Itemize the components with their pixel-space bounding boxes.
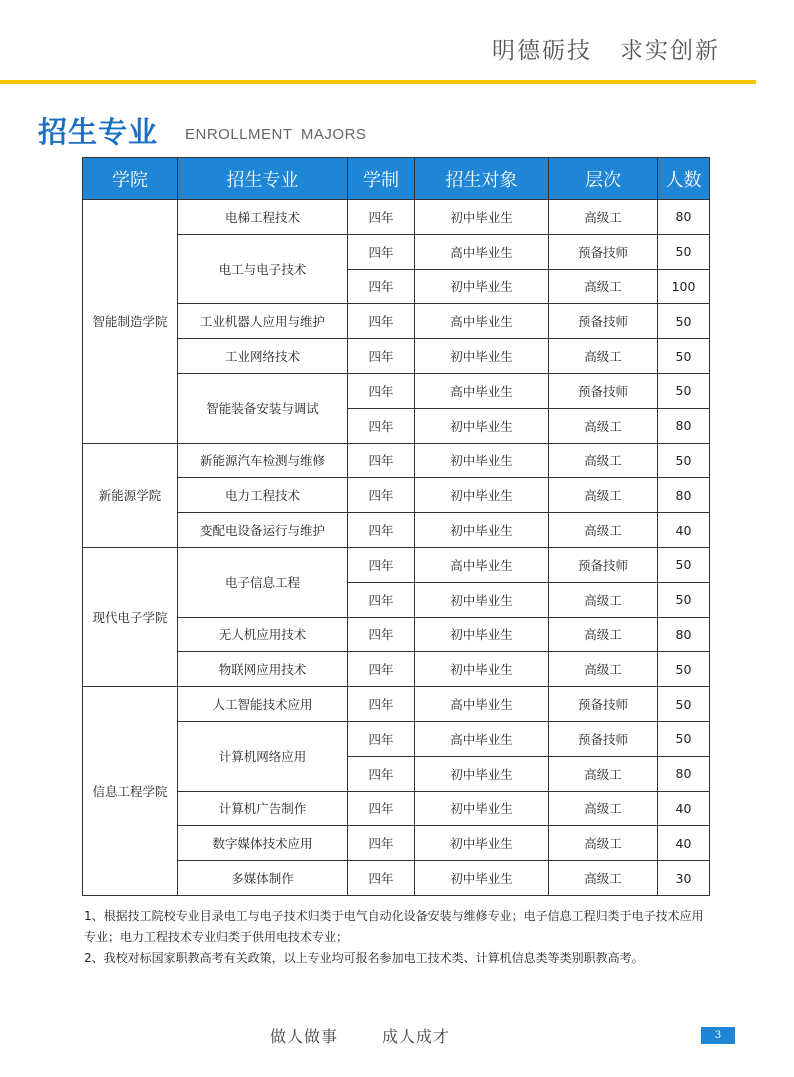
duration-cell: 四年: [348, 861, 415, 896]
section-title: 招生专业: [38, 115, 159, 149]
count-cell: 80: [658, 478, 710, 513]
count-cell: 30: [658, 861, 710, 896]
table-header-row: [83, 158, 710, 200]
duration-cell: 四年: [348, 826, 415, 861]
count-cell: 50: [658, 582, 710, 617]
count-cell: 40: [658, 791, 710, 826]
target-cell: 初中毕业生: [415, 339, 549, 374]
major-cell: 多媒体制作: [178, 861, 348, 896]
count-cell: 50: [658, 304, 710, 339]
note-2: 2、我校对标国家职教高考有关政策，以上专业均可报名参加电工技术类、计算机信息类等类别职教高考。: [84, 951, 644, 965]
count-cell: 100: [658, 269, 710, 304]
level-cell: 预备技师: [549, 373, 658, 408]
page-number: 3: [701, 1027, 735, 1044]
count-cell: 50: [658, 687, 710, 722]
count-cell: 50: [658, 373, 710, 408]
count-cell: 50: [658, 547, 710, 582]
level-cell: 预备技师: [549, 687, 658, 722]
level-cell: 高级工: [549, 200, 658, 235]
table-notes: [84, 906, 714, 969]
duration-cell: 四年: [348, 373, 415, 408]
table-row: [83, 617, 710, 652]
target-cell: 初中毕业生: [415, 269, 549, 304]
header-target: 招生对象: [415, 158, 549, 200]
table-row: [83, 304, 710, 339]
header-motto-left: 明德砺技: [492, 38, 592, 64]
target-cell: 初中毕业生: [415, 408, 549, 443]
target-cell: 初中毕业生: [415, 826, 549, 861]
target-cell: 初中毕业生: [415, 861, 549, 896]
level-cell: 高级工: [549, 791, 658, 826]
college-cell: 新能源学院: [83, 443, 178, 547]
target-cell: 初中毕业生: [415, 513, 549, 548]
enrollment-majors-table: [82, 157, 710, 896]
table-row: [83, 513, 710, 548]
duration-cell: 四年: [348, 721, 415, 756]
count-cell: 80: [658, 408, 710, 443]
level-cell: 高级工: [549, 408, 658, 443]
table-row: [83, 200, 710, 235]
duration-cell: 四年: [348, 791, 415, 826]
target-cell: 高中毕业生: [415, 721, 549, 756]
level-cell: 高级工: [549, 826, 658, 861]
header-divider: [0, 80, 756, 84]
major-cell: 变配电设备运行与维护: [178, 513, 348, 548]
target-cell: 初中毕业生: [415, 617, 549, 652]
header-major: 招生专业: [178, 158, 348, 200]
duration-cell: 四年: [348, 547, 415, 582]
table-row: [83, 478, 710, 513]
footer-motto-right: 成人成才: [382, 1027, 451, 1046]
target-cell: 初中毕业生: [415, 582, 549, 617]
footer-motto: [270, 1024, 450, 1047]
table-row: [83, 234, 710, 269]
count-cell: 50: [658, 339, 710, 374]
level-cell: 预备技师: [549, 304, 658, 339]
table-row: [83, 826, 710, 861]
header-motto-right: 求实创新: [620, 38, 720, 64]
target-cell: 高中毕业生: [415, 373, 549, 408]
count-cell: 40: [658, 826, 710, 861]
major-cell: 电梯工程技术: [178, 200, 348, 235]
table-row: [83, 791, 710, 826]
table-row: [83, 443, 710, 478]
level-cell: 高级工: [549, 443, 658, 478]
target-cell: 初中毕业生: [415, 652, 549, 687]
table-row: [83, 687, 710, 722]
duration-cell: 四年: [348, 617, 415, 652]
level-cell: 高级工: [549, 756, 658, 791]
level-cell: 高级工: [549, 652, 658, 687]
header-college: 学院: [83, 158, 178, 200]
table-row: [83, 373, 710, 408]
table-row: [83, 547, 710, 582]
duration-cell: 四年: [348, 443, 415, 478]
college-cell: 智能制造学院: [83, 200, 178, 444]
header-motto: [492, 32, 720, 65]
target-cell: 高中毕业生: [415, 547, 549, 582]
level-cell: 高级工: [549, 478, 658, 513]
count-cell: 50: [658, 652, 710, 687]
count-cell: 40: [658, 513, 710, 548]
major-cell: 电力工程技术: [178, 478, 348, 513]
header-duration: 学制: [348, 158, 415, 200]
major-cell: 电工与电子技术: [178, 234, 348, 304]
major-cell: 工业网络技术: [178, 339, 348, 374]
table-row: [83, 652, 710, 687]
major-cell: 物联网应用技术: [178, 652, 348, 687]
duration-cell: 四年: [348, 687, 415, 722]
table-row: [83, 721, 710, 756]
note-1: 1、根据技工院校专业目录电工与电子技术归类于电气自动化设备安装与维修专业；电子信息工程归类于电子技术应用专业；电力工程技术专业归类于供用电技术专业；: [84, 909, 704, 944]
target-cell: 高中毕业生: [415, 304, 549, 339]
major-cell: 电子信息工程: [178, 547, 348, 617]
major-cell: 计算机广告制作: [178, 791, 348, 826]
target-cell: 初中毕业生: [415, 443, 549, 478]
college-cell: 现代电子学院: [83, 547, 178, 686]
major-cell: 工业机器人应用与维护: [178, 304, 348, 339]
header-level: 层次: [549, 158, 658, 200]
duration-cell: 四年: [348, 339, 415, 374]
duration-cell: 四年: [348, 200, 415, 235]
duration-cell: 四年: [348, 304, 415, 339]
duration-cell: 四年: [348, 478, 415, 513]
count-cell: 50: [658, 721, 710, 756]
level-cell: 预备技师: [549, 234, 658, 269]
level-cell: 预备技师: [549, 547, 658, 582]
target-cell: 初中毕业生: [415, 478, 549, 513]
level-cell: 高级工: [549, 339, 658, 374]
level-cell: 预备技师: [549, 721, 658, 756]
major-cell: 智能装备安装与调试: [178, 373, 348, 443]
duration-cell: 四年: [348, 408, 415, 443]
table-row: [83, 861, 710, 896]
level-cell: 高级工: [549, 617, 658, 652]
duration-cell: 四年: [348, 652, 415, 687]
count-cell: 80: [658, 617, 710, 652]
duration-cell: 四年: [348, 234, 415, 269]
duration-cell: 四年: [348, 513, 415, 548]
major-cell: 数字媒体技术应用: [178, 826, 348, 861]
footer-motto-left: 做人做事: [270, 1027, 339, 1046]
header-count: 人数: [658, 158, 710, 200]
major-cell: 计算机网络应用: [178, 721, 348, 791]
major-cell: 人工智能技术应用: [178, 687, 348, 722]
count-cell: 80: [658, 200, 710, 235]
table-row: [83, 339, 710, 374]
section-subtitle: ENROLLMENT MAJORS: [185, 126, 367, 143]
level-cell: 高级工: [549, 513, 658, 548]
target-cell: 初中毕业生: [415, 791, 549, 826]
target-cell: 高中毕业生: [415, 234, 549, 269]
duration-cell: 四年: [348, 582, 415, 617]
level-cell: 高级工: [549, 582, 658, 617]
count-cell: 50: [658, 234, 710, 269]
target-cell: 高中毕业生: [415, 687, 549, 722]
level-cell: 高级工: [549, 269, 658, 304]
target-cell: 初中毕业生: [415, 756, 549, 791]
count-cell: 50: [658, 443, 710, 478]
college-cell: 信息工程学院: [83, 687, 178, 896]
duration-cell: 四年: [348, 269, 415, 304]
count-cell: 80: [658, 756, 710, 791]
duration-cell: 四年: [348, 756, 415, 791]
target-cell: 初中毕业生: [415, 200, 549, 235]
major-cell: 无人机应用技术: [178, 617, 348, 652]
major-cell: 新能源汽车检测与维修: [178, 443, 348, 478]
level-cell: 高级工: [549, 861, 658, 896]
